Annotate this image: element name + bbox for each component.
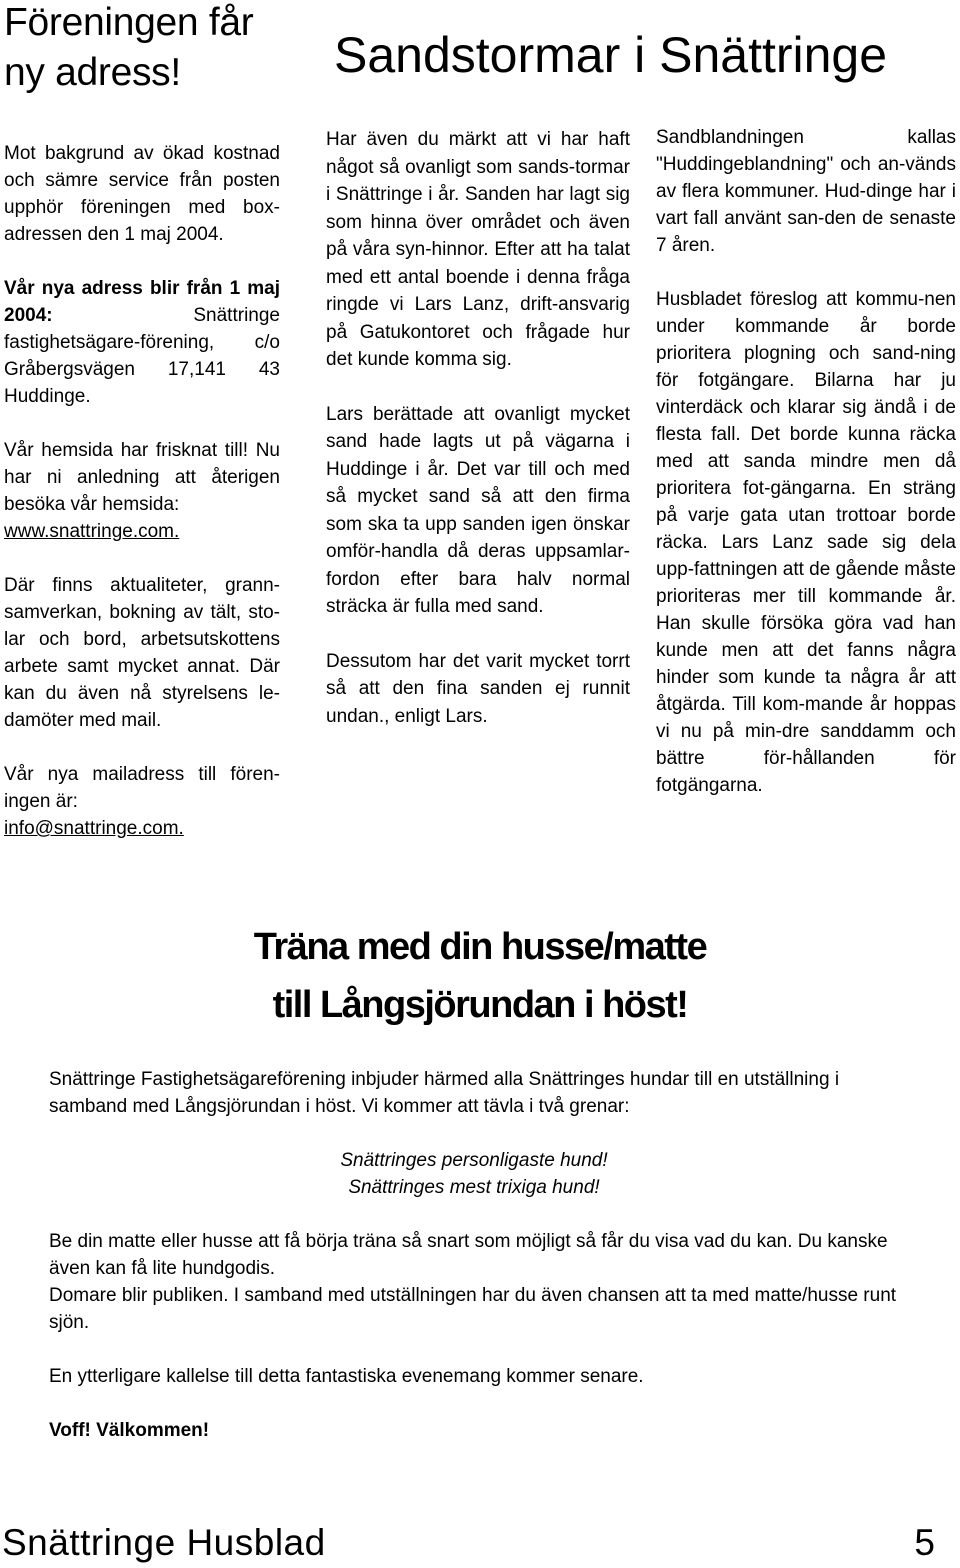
dog-paragraph-2: Be din matte eller husse att få börja träna så snart som möjligt så får du visa vad du kan. Du kanske även kan få lite hundgodis.: [49, 1231, 888, 1279]
dog-article-body: [49, 1066, 899, 1444]
left-paragraph-2: [4, 275, 280, 410]
left-paragraph-1: Mot bakgrund av ökad kostnad och sämre service från posten upphör föreningen med box-adressen den 1 maj 2004.: [4, 143, 280, 245]
page-number: 5: [914, 1522, 935, 1563]
dog-paragraph-3: Domare blir publiken. I samband med utställningen har du även chansen att ta med matte/husse runt sjön.: [49, 1285, 897, 1333]
publication-name: Snättringe Husblad: [2, 1522, 326, 1563]
main-article-column-2: [656, 124, 956, 799]
dog-sign-off: Voff! Välkommen!: [49, 1420, 210, 1441]
left-paragraph-4: Där finns aktualiteter, grann-samverkan, bokning av tält, sto-lar och bord, arbetsutskottens arbete samt mycket annat. Där kan du även nå styrelsens le-damöter med mail.: [4, 575, 280, 731]
main-paragraph-2: Lars berättade att ovanligt mycket sand hade lagts ut på vägarna i Huddinge i år. Det var till och med så mycket sand så att den firma som ska ta upp sanden igen önskar omför-handla då deras uppsamlar-fordon efter bara halv normal sträcka är fulla med sand.: [326, 403, 630, 617]
email-link[interactable]: info@snattringe.com.: [4, 818, 184, 839]
dog-article-title: [0, 918, 960, 1034]
new-address-heading: Vår nya adress blir från 1 maj 2004:: [4, 278, 280, 326]
main-article-title: Sandstormar i Snättringe: [334, 27, 888, 83]
main-paragraph-4: Sandblandningen kallas "Huddingeblandning" och an-vänds av flera kommuner. Hud-dinge har i vart fall använt san-den de senaste 7 åren.: [656, 127, 956, 256]
website-link[interactable]: www.snattringe.com.: [4, 521, 180, 542]
left-article-body: [4, 140, 280, 842]
left-title-line1: Föreningen får: [4, 1, 254, 44]
main-paragraph-3: Dessutom har det varit mycket torrt så att den fina sanden ej runnit undan., enligt Lars.: [326, 650, 630, 727]
left-article-title: [4, 0, 304, 98]
dog-category-2: Snättringes mest trixiga hund!: [348, 1177, 600, 1198]
new-address: Snättringe fastighetsägare-förening, c/o Gråbergsvägen 17,141 43 Huddinge.: [4, 305, 280, 407]
left-paragraph-5: Vår nya mailadress till fören-ingen är:: [4, 764, 280, 812]
dog-category-1: Snättringes personligaste hund!: [340, 1150, 608, 1171]
left-paragraph-3: Vår hemsida har frisknat till! Nu har ni anledning att återigen besöka vår hemsida:: [4, 440, 280, 515]
main-paragraph-5: Husbladet föreslog att kommu-nen under kommande år borde prioritera plogning och sand-ning för fotgängare. Bilarna har ju vinterdäck och klarar sig ändå i de flesta fall. Det borde kunna räcka med att sanda mindre men då prioritera fot-gängarna. En sträng på varje gata utan trottoar borde räcka. Lars Lanz sade sig dela upp-fattningen att de gående måste prioriteras mer till kommande år. Han skulle försöka göra vad han kunde men att det fanns några hinder som kunde ta några år att åtgärda. Till kom-mande år hoppas vi nu på min-dre sanddamm och bättre för-hållanden för fotgängarna.: [656, 289, 957, 796]
main-article-column-1: [326, 126, 630, 730]
dog-paragraph-1: Snättringe Fastighetsägareförening inbjuder härmed alla Snättringes hundar till en utställning i samband med Långsjörundan i höst. Vi kommer att tävla i två grenar:: [49, 1069, 840, 1117]
dog-paragraph-4: En ytterligare kallelse till detta fantastiska evenemang kommer senare.: [49, 1366, 644, 1387]
main-paragraph-1: Har även du märkt att vi har haft något så ovanligt som sands-tormar i Snättringe i år. Sanden har lagt sig som hinna över området och även på våra syn-hinnor. Efter att ha talat med ett antal boende i denna fråga ringde vi Lars Lanz, drift-ansvarig på Gatukontoret och frågade hur det kunde komma sig.: [326, 129, 630, 370]
dog-title-line2: till Långsjörundan i höst!: [272, 984, 688, 1026]
dog-title-line1: Träna med din husse/matte: [253, 926, 707, 968]
left-title-line2: ny adress!: [4, 51, 181, 94]
